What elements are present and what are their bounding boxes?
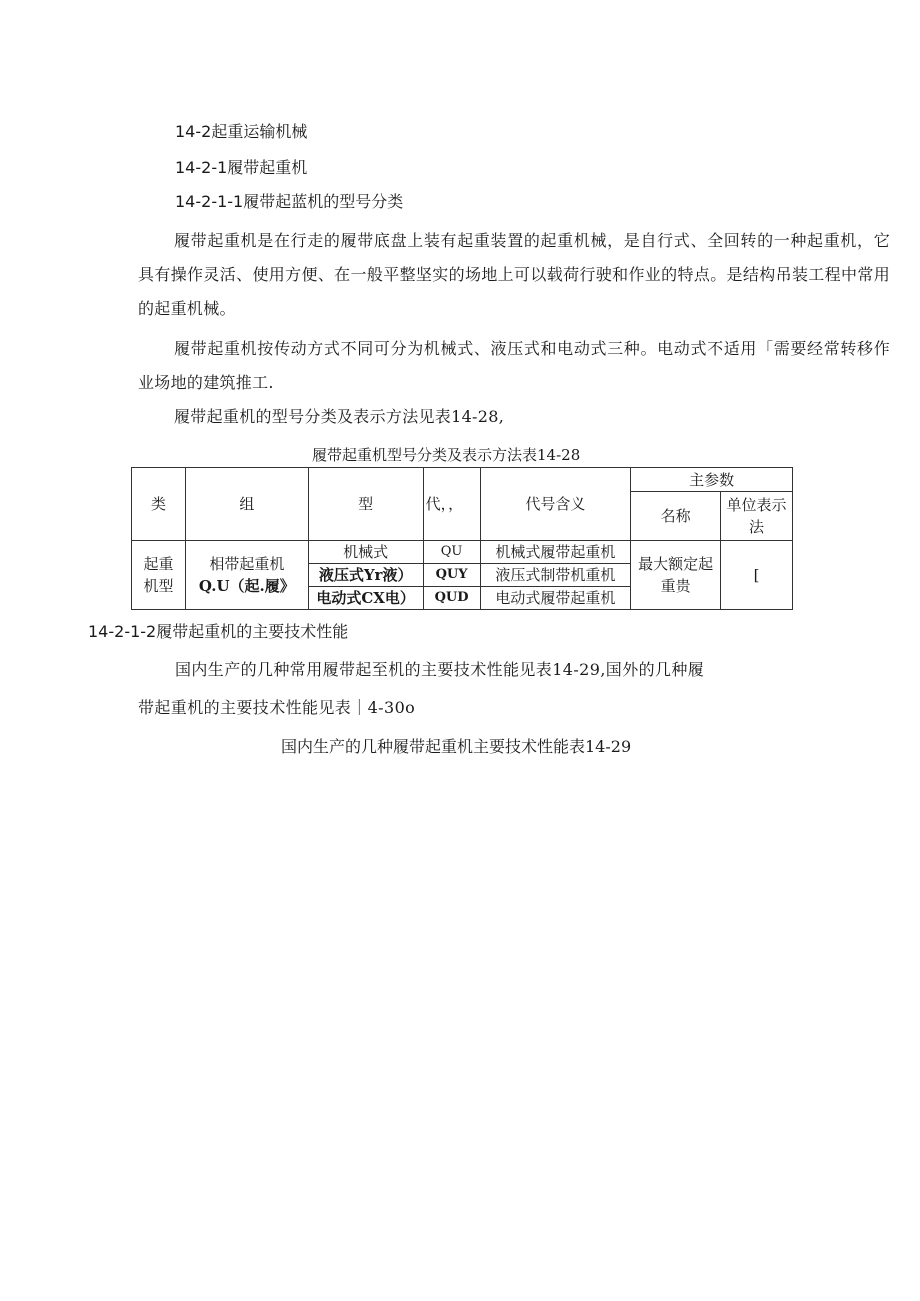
cell-meaning: 电动式履带起重机	[480, 587, 631, 610]
header-category: 类	[132, 468, 186, 541]
table-caption-14-29: 国内生产的几种履带起重机主要技术性能表14-29	[281, 737, 632, 756]
cell-type	[308, 564, 423, 587]
heading-section-14-2-1-2: 14-2-1-2履带起重机的主要技术性能	[88, 622, 349, 641]
header-code-meaning: 代号含义	[480, 468, 631, 541]
model-classification-table	[131, 467, 793, 610]
cell-type-text: 电动式CX电）	[316, 589, 415, 607]
heading-section-14-2-1: 14-2-1履带起重机	[175, 158, 308, 177]
table-header-row	[132, 468, 793, 492]
cell-param-name: 最大额定起重贵	[631, 541, 721, 610]
cell-code: QU	[423, 541, 480, 564]
cell-type-text: 液压式Yr液）	[318, 566, 413, 584]
header-main-params: 主参数	[631, 468, 793, 492]
cell-type: 机械式	[308, 541, 423, 564]
cell-param-unit: [	[721, 541, 793, 610]
cell-group	[185, 541, 308, 610]
paragraph-table-reference: 履带起重机的型号分类及表示方法见表14-28,	[174, 407, 505, 426]
header-code: 代，，	[423, 468, 480, 541]
cell-group-code: Q.U（起.履》	[198, 577, 295, 595]
cell-meaning: 机械式履带起重机	[480, 541, 631, 564]
paragraph-intro: 履带起重机是在行走的履带底盘上装有起重装置的起重机械，是自行式、全回转的一种起重机，它具有操作灵活、使用方便、在一般平整坚实的场地上可以载荷行驶和作业的特点。是结构吊装工程中常用的起重机械。	[138, 231, 890, 318]
cell-group-name: 相带起重机	[209, 555, 285, 573]
paragraph-drive-types: 履带起重机按传动方式不同可分为机械式、液压式和电动式三种。电动式不适用「需要经常转移作业场地的建筑推工.	[138, 339, 890, 392]
header-param-unit: 单位表示法	[721, 492, 793, 541]
cell-meaning: 液压式制带机重机	[480, 564, 631, 587]
paragraph-performance-line1: 国内生产的几种常用履带起至机的主要技术性能见表14-29,国外的几种履	[175, 660, 705, 679]
header-type: 型	[308, 468, 423, 541]
header-group: 组	[185, 468, 308, 541]
heading-section-14-2: 14-2起重运输机械	[175, 122, 308, 141]
table-row	[132, 541, 793, 564]
paragraph-performance-line2: 带起重机的主要技术性能见表｜4-30o	[138, 698, 416, 717]
cell-code: QUD	[423, 587, 480, 610]
table-caption-14-28: 履带起重机型号分类及表示方法表14-28	[312, 446, 581, 464]
heading-section-14-2-1-1: 14-2-1-1履带起蓝机的型号分类	[175, 192, 404, 211]
cell-code: QUY	[423, 564, 480, 587]
header-param-name: 名称	[631, 492, 721, 541]
cell-category: 起重机型	[132, 541, 186, 610]
cell-type	[308, 587, 423, 610]
